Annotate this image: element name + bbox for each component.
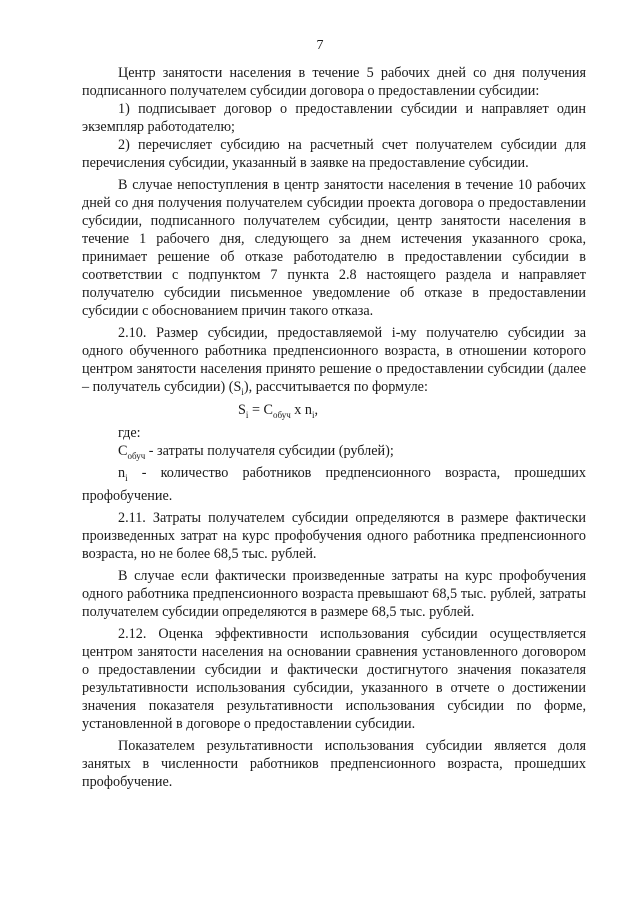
paragraph: 2.12. Оценка эффективности использования субсидии осуществляется центром занятости населения на основании сравнения установленного договором о предоставлении субсидии и фактически достигнутого значения показателя результативности использования субсидии, указанного в отчете о достижении значения показателя результативности использования субсидии по форме, установленной в договоре о предоставлении субсидии. [82,626,586,733]
formula [82,401,586,424]
formula-subscript: обуч [272,409,291,420]
definition-subscript: обуч [127,450,146,461]
definition-symbol: n [118,465,126,482]
page-number: 7 [316,38,324,53]
definition-text: - затраты получателя субсидии (рублей); [145,442,394,459]
paragraph: Центр занятости населения в течение 5 рабочих дней со дня получения подписанного получателем субсидии договора о предоставлении субсидии: [82,65,586,99]
formula-symbol: х n [290,401,313,418]
document-body [82,64,586,791]
paragraph-text: 2.10. Размер субсидии, предоставляемой i-му получателю субсидии за одного обученного работника предпенсионного возраста, в отношении которого центром занятости населения принято решение о предоставлении субсидии (далее – получатель субсидии) (S [82,325,586,395]
paragraph: 2) перечисляет субсидию на расчетный счет получателем субсидии для перечисления субсидии, указанный в заявке на предоставление субсидии. [82,137,586,171]
paragraph: 1) подписывает договор о предоставлении субсидии и направляет один экземпляр работодателю; [82,101,586,135]
paragraph: 2.11. Затраты получателем субсидии определяются в размере фактически произведенных затрат на курс профобучения одного работника предпенсионного возраста, но не более 68,5 тыс. рублей. [82,510,586,563]
formula-symbol: = C [248,401,273,418]
formula-subscript: i [312,409,315,420]
definition-c [82,442,586,465]
subscript: i [241,386,244,397]
formula-symbol: S [238,401,246,418]
paragraph: Показателем результативности использования субсидии является доля занятых в численности работников предпенсионного возраста, прошедших профобучение. [82,738,586,791]
formula-subscript: i [245,409,249,420]
paragraph: В случае непоступления в центр занятости населения в течение 10 рабочих дней со дня получения получателем субсидии проекта договора о предоставлении субсидии, подписанного получателем субсидии, центр занятости населения в течение 1 рабочего дня, следующего за днем истечения указанного срока, принимает решение об отказе работодателю в предоставлении субсидии в соответствии с подпунктом 7 пункта 2.8 настоящего раздела и направляет получателю субсидии письменное уведомление об отказе в предоставлении субсидии с обоснованием причин такого отказа. [82,177,586,319]
definition-symbol: C [118,442,128,459]
formula-symbol: , [314,401,319,418]
definition-n [82,464,586,505]
definition-subscript: i [125,473,128,484]
paragraph-text: ), рассчитывается по формуле: [243,379,428,395]
where-label: где: [118,424,141,441]
definition-text: - количество работников предпенсионного возраста, прошедших профобучение. [82,465,586,505]
paragraph: В случае если фактически произведенные затраты на курс профобучения одного работника предпенсионного возраста превышают 68,5 тыс. рублей, затраты получателем субсидии определяются в размере 68,5 тыс. рублей. [82,568,586,621]
paragraph-2-10 [82,324,586,401]
